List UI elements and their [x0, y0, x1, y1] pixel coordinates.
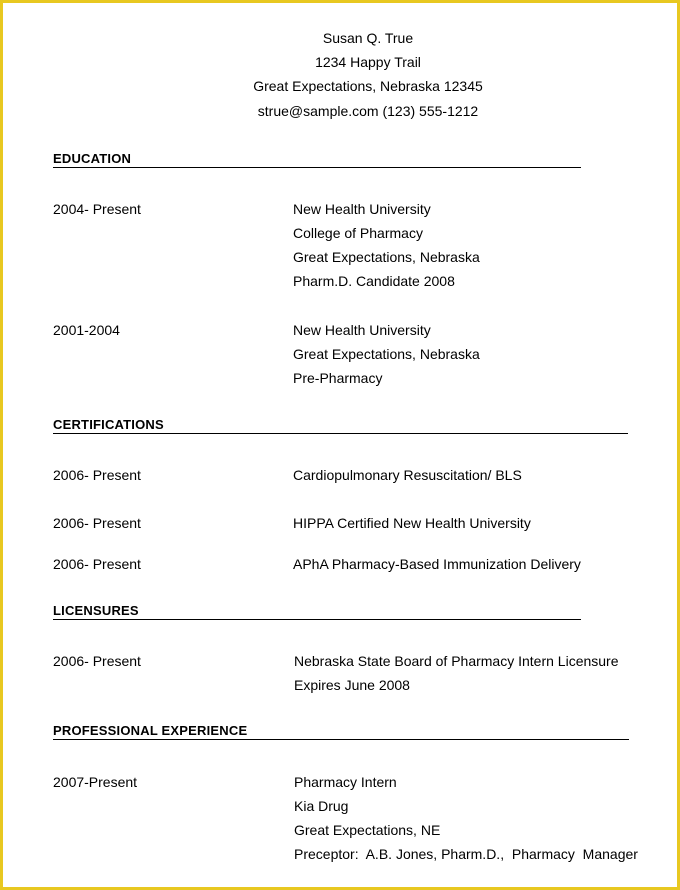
education-detail-1: [293, 197, 480, 293]
experience-detail-1: [294, 770, 638, 866]
experience-1-line-2: Kia Drug: [294, 798, 349, 814]
certification-2-line-1: HIPPA Certified New Health University: [293, 515, 531, 531]
certifications-heading: CERTIFICATIONS: [53, 418, 628, 434]
education-1-line-4: Pharm.D. Candidate 2008: [293, 273, 455, 289]
experience-1-line-3: Great Expectations, NE: [294, 822, 441, 838]
resume-page: [3, 3, 677, 887]
certification-date-3: 2006- Present: [53, 556, 141, 572]
address-line-2: Great Expectations, Nebraska 12345: [253, 78, 483, 94]
certification-date-2: 2006- Present: [53, 515, 141, 531]
education-date-2: 2001-2004: [53, 322, 120, 338]
education-2-line-3: Pre-Pharmacy: [293, 370, 383, 386]
education-1-line-2: College of Pharmacy: [293, 225, 423, 241]
licensure-1-line-1: Nebraska State Board of Pharmacy Intern Licensure: [294, 653, 619, 669]
certification-3-line-1: APhA Pharmacy-Based Immunization Delivery: [293, 556, 581, 572]
education-detail-2: [293, 318, 480, 390]
certification-detail-2: [293, 511, 531, 535]
licensure-date-1: 2006- Present: [53, 653, 141, 669]
education-1-line-3: Great Expectations, Nebraska: [293, 249, 480, 265]
experience-1-line-1: Pharmacy Intern: [294, 774, 397, 790]
contact-line: strue@sample.com (123) 555-1212: [257, 103, 479, 119]
licensure-1-line-2: Expires June 2008: [294, 677, 410, 693]
experience-1-line-4: Preceptor: A.B. Jones, Pharm.D., Pharmacy Manager: [294, 846, 638, 862]
certification-detail-3: [293, 552, 581, 576]
certification-detail-1: [293, 463, 522, 487]
certification-1-line-1: Cardiopulmonary Resuscitation/ BLS: [293, 467, 522, 483]
experience-heading: PROFESSIONAL EXPERIENCE: [53, 724, 629, 740]
licensure-detail-1: [294, 649, 619, 697]
education-1-line-1: New Health University: [293, 201, 431, 217]
licensures-heading: LICENSURES: [53, 604, 581, 620]
education-2-line-1: New Health University: [293, 322, 431, 338]
experience-date-1: 2007-Present: [53, 774, 138, 790]
resume-name: Susan Q. True: [322, 30, 414, 46]
education-2-line-2: Great Expectations, Nebraska: [293, 346, 480, 362]
education-date-1: 2004- Present: [53, 201, 141, 217]
certification-date-1: 2006- Present: [53, 467, 141, 483]
address-line-1: 1234 Happy Trail: [315, 54, 421, 70]
education-heading: EDUCATION: [53, 152, 581, 168]
